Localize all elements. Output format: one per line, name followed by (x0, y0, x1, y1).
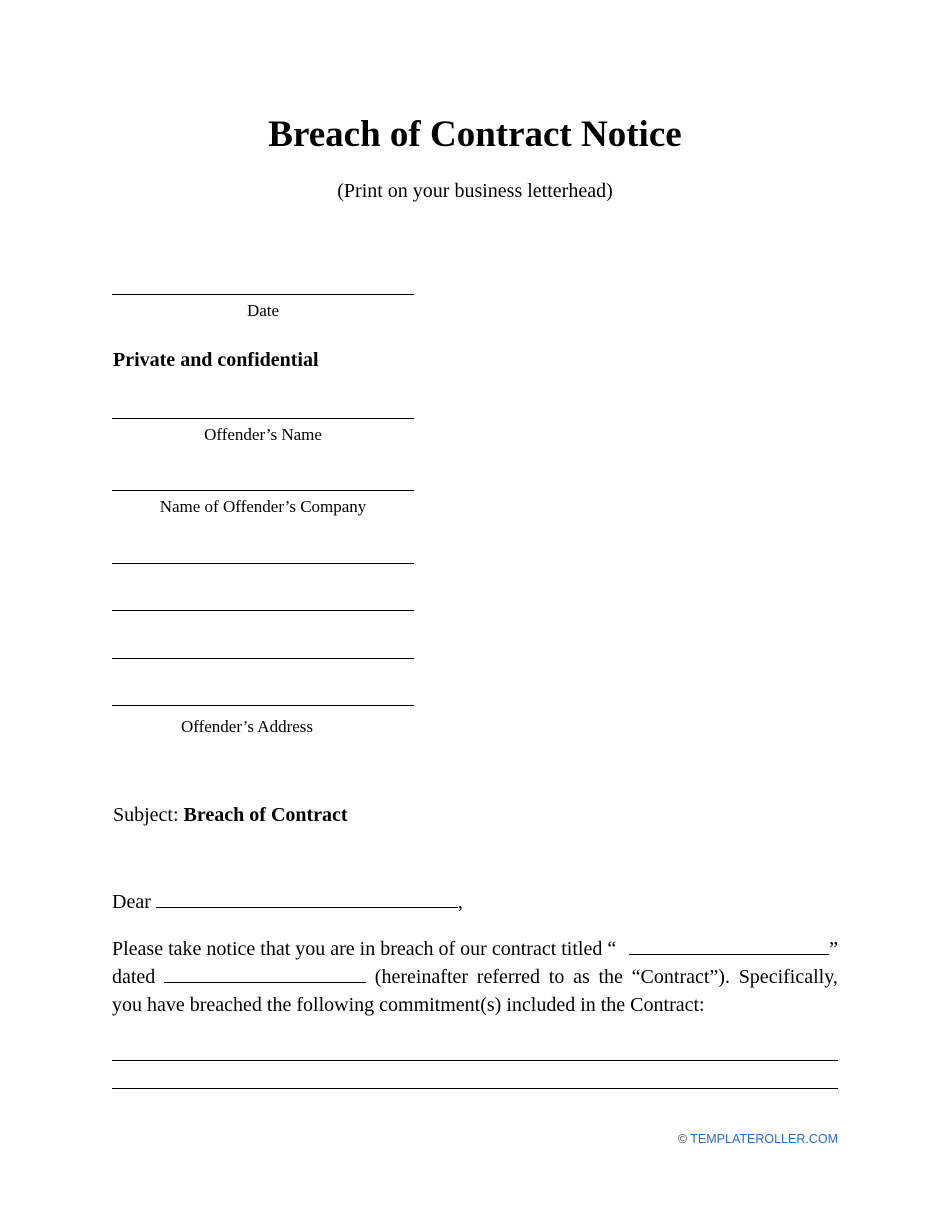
contract-title-close-quote: ” (829, 938, 838, 960)
document-subtitle: (Print on your business letterhead) (337, 180, 613, 202)
contract-title-field (629, 936, 838, 962)
offender-name-blank-line[interactable] (112, 418, 414, 419)
paragraph-line-3: you have breached the following commitment(s) included in the Contract: (112, 994, 705, 1016)
commitment-blank-line-2[interactable] (112, 1088, 838, 1089)
contract-title-blank[interactable] (629, 936, 829, 955)
paragraph-word: as (573, 966, 590, 988)
commitment-blank-line-1[interactable] (112, 1060, 838, 1061)
paragraph-word: referred (476, 966, 541, 988)
templateroller-link[interactable]: TEMPLATEROLLER.COM (690, 1132, 838, 1146)
contract-date-blank[interactable] (164, 964, 366, 983)
date-label: Date (246, 301, 280, 320)
copyright-symbol: © (677, 1132, 688, 1146)
paragraph-word: “Contract”). (631, 966, 730, 988)
subject-prefix: Subject: (113, 804, 179, 826)
paragraph-line-1 (112, 936, 838, 962)
address-blank-line-4[interactable] (112, 705, 414, 706)
salutation-text: Dear (112, 891, 151, 913)
paragraph-word: Specifically, (738, 966, 838, 988)
salutation-comma: , (457, 891, 463, 913)
offender-company-blank-line[interactable] (112, 490, 414, 491)
date-blank-line[interactable] (112, 294, 414, 295)
confidential-heading: Private and confidential (113, 349, 319, 371)
address-blank-line-1[interactable] (112, 563, 414, 564)
paragraph-word: the (598, 966, 623, 988)
salutation-line (112, 889, 463, 915)
subject-value: Breach of Contract (183, 804, 348, 826)
paragraph-word: dated (112, 966, 156, 988)
offender-name-label: Offender’s Name (204, 425, 322, 444)
paragraph-line-1-text: Please take notice that you are in breach of our contract titled “ (112, 938, 617, 960)
paragraph-word: to (548, 966, 565, 988)
subject-line (113, 802, 348, 828)
footer-credit (678, 1131, 838, 1147)
address-blank-line-3[interactable] (112, 658, 414, 659)
offender-company-label: Name of Offender’s Company (159, 497, 367, 516)
recipient-name-blank[interactable] (156, 889, 458, 908)
paragraph-line-2 (112, 964, 838, 990)
offender-address-label: Offender’s Address (180, 717, 314, 736)
address-blank-line-2[interactable] (112, 610, 414, 611)
paragraph-word: (hereinafter (374, 966, 469, 988)
document-title: Breach of Contract Notice (268, 114, 682, 155)
